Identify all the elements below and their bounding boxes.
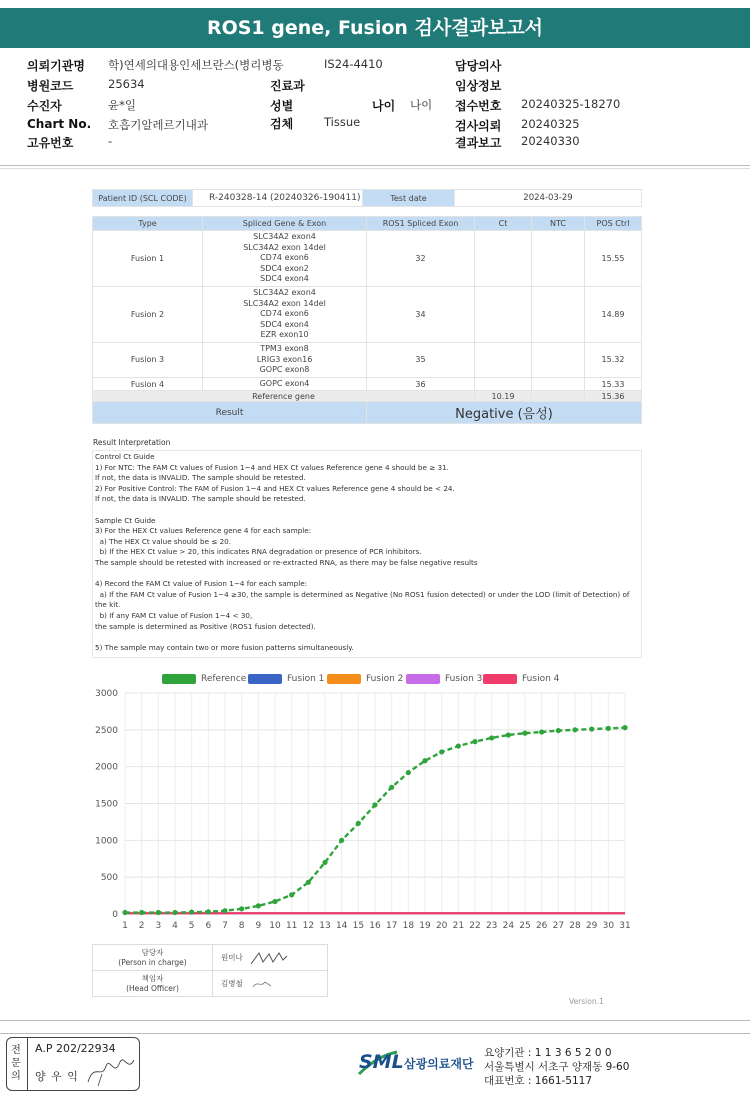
gene-exon: SLC34A2 exon4 (253, 232, 316, 241)
stamp-label: 전문의 (11, 1045, 21, 1082)
doctor-signature (84, 1052, 136, 1088)
x-tick-label: 17 (385, 921, 398, 931)
label-clinical-info: 임상정보 (455, 79, 502, 93)
interpretation-line (95, 632, 639, 643)
ct-cell (475, 286, 532, 342)
data-point-reference (322, 860, 327, 865)
x-tick-label: 4 (172, 921, 178, 931)
gene-exon: EZR exon10 (260, 330, 309, 340)
interpretation-line: the kit. (95, 600, 121, 610)
footer-divider-2 (0, 1033, 750, 1034)
legend-item-reference[interactable] (162, 674, 246, 684)
x-tick-label: 21 (452, 921, 465, 931)
label-chart-no: Chart No. (27, 117, 92, 131)
y-tick-label: 1000 (95, 836, 118, 847)
data-point-reference (406, 770, 411, 775)
gene-exon: SDC4 exon4 (260, 274, 309, 284)
col-type: Type (93, 217, 203, 231)
data-point-reference (572, 727, 577, 732)
table-row (93, 342, 642, 377)
interpretation-line: 4) Record the FAM Ct value of Fusion 1~4 for each sample: (95, 579, 308, 589)
table-row (93, 377, 642, 391)
x-tick-label: 29 (585, 921, 598, 931)
ros1-exon-cell: 34 (367, 286, 475, 342)
value-age: 나이 (410, 98, 433, 112)
legend-item-fusion-2[interactable] (327, 674, 403, 684)
y-tick-label: 500 (100, 873, 118, 884)
x-tick-label: 30 (602, 921, 615, 931)
legend-label: Fusion 3 (445, 674, 483, 684)
legend-label: Reference (201, 674, 247, 684)
x-tick-label: 12 (302, 921, 315, 931)
legend-swatch (162, 674, 196, 684)
x-tick-label: 16 (369, 921, 381, 931)
patient-id-panel (92, 189, 642, 207)
pos-ctrl-cell: 15.32 (585, 342, 642, 377)
x-tick-label: 7 (222, 921, 228, 931)
person-in-charge-name: 원미나 (221, 952, 243, 962)
x-tick-label: 1 (122, 921, 128, 931)
col-pos-ctrl: POS Ctrl (585, 217, 642, 231)
data-point-reference (306, 880, 311, 885)
data-point-reference (422, 758, 427, 763)
table-row (93, 231, 642, 287)
result-table-panel (92, 216, 642, 424)
interpretation-line: a) The HEX Ct value should be ≤ 20. (95, 536, 232, 546)
data-point-reference (439, 749, 444, 754)
phone: 대표번호 : 1661-5117 (484, 1075, 593, 1087)
ros1-exon-cell: 32 (367, 231, 475, 287)
legend-swatch (406, 674, 440, 684)
result-label: Result (93, 402, 367, 424)
label-institution: 의뢰기관명 (27, 59, 85, 73)
data-point-reference (189, 910, 194, 915)
value-hospital-code: 25634 (108, 77, 145, 91)
doctor-name: 양 우 익 (35, 1070, 79, 1083)
ros1-exon-cell: 36 (367, 377, 475, 391)
data-point-reference (289, 892, 294, 897)
gene-exon: CD74 exon6 (260, 253, 309, 263)
ros1-exon-cell: 35 (367, 342, 475, 377)
legend-item-fusion-3[interactable] (406, 674, 482, 684)
person-in-charge-label: 담당자 (Person in charge) (93, 945, 213, 971)
signature-head (251, 978, 275, 990)
label-unique-no: 고유번호 (27, 136, 74, 150)
value-report-date: 20240330 (521, 134, 580, 148)
head-officer-label: 책임자 (Head Officer) (93, 971, 213, 997)
value-chart-no: 호흡기알레르기내과 (108, 118, 208, 132)
reference-label: Reference gene (93, 391, 475, 402)
y-tick-label: 2000 (95, 762, 118, 773)
legend-item-fusion-1[interactable] (248, 674, 324, 684)
ct-cell (475, 377, 532, 391)
data-point-reference (506, 732, 511, 737)
legend-label: Fusion 4 (522, 674, 560, 684)
data-point-reference (622, 725, 627, 730)
type-cell: Fusion 3 (93, 342, 203, 377)
x-tick-label: 2 (138, 921, 145, 931)
y-tick-label: 2500 (95, 725, 118, 736)
gene-exon: SDC4 exon2 (260, 263, 309, 273)
data-point-reference (172, 910, 177, 915)
x-tick-label: 24 (502, 921, 515, 931)
reference-ntc (532, 391, 585, 402)
value-specimen: Tissue (324, 115, 361, 129)
gene-exon: GOPC exon4 (259, 378, 310, 388)
legend-item-fusion-4[interactable] (483, 674, 559, 684)
label-age: 나이 (372, 99, 396, 113)
test-date-value: 2024-03-29 (455, 190, 642, 207)
result-row (93, 402, 642, 424)
x-tick-label: 5 (188, 921, 195, 931)
x-tick-label: 23 (485, 921, 498, 931)
x-tick-label: 18 (402, 921, 415, 931)
data-point-reference (606, 726, 611, 731)
address: 서울특별시 서초구 양재동 9-60 (484, 1061, 630, 1073)
legend-label: Fusion 2 (366, 674, 404, 684)
data-point-reference (256, 903, 261, 908)
reference-pos: 15.36 (585, 391, 642, 402)
x-tick-label: 8 (238, 921, 245, 931)
x-tick-label: 27 (552, 921, 565, 931)
interpretation-line: 3) For the HEX Ct values Reference gene 4 for each sample: (95, 526, 312, 536)
data-point-reference (206, 909, 211, 914)
genes-cell (203, 231, 367, 287)
data-point-reference (522, 731, 527, 736)
legend-swatch (248, 674, 282, 684)
y-tick-label: 1500 (95, 799, 118, 810)
stamp-divider (27, 1037, 28, 1091)
data-point-reference (356, 821, 361, 826)
interpretation-line: If not, the data is INVALID. The sample should be retested. (95, 494, 306, 504)
result-value: Negative (음성) (367, 402, 642, 424)
amplification-chart (88, 684, 640, 936)
ct-cell (475, 342, 532, 377)
label-department: 진료과 (270, 79, 305, 93)
x-tick-label: 9 (255, 921, 262, 931)
header-divider (0, 165, 750, 166)
x-tick-label: 26 (535, 921, 548, 931)
result-table (92, 216, 642, 424)
x-tick-label: 3 (155, 921, 162, 931)
signature-table (92, 944, 328, 997)
genes-cell (203, 342, 367, 377)
legend-swatch (327, 674, 361, 684)
x-tick-label: 19 (419, 921, 431, 931)
genes-cell (203, 286, 367, 342)
gene-exon: SLC34A2 exon4 (253, 287, 316, 297)
data-point-reference (122, 910, 127, 915)
table-header-row (93, 217, 642, 231)
data-point-reference (539, 729, 544, 734)
col-ntc: NTC (532, 217, 585, 231)
interpretation-line (95, 505, 639, 516)
data-point-reference (489, 735, 494, 740)
x-tick-label: 11 (285, 921, 298, 931)
type-cell: Fusion 4 (93, 377, 203, 391)
value-patient: 윤*일 (108, 98, 136, 112)
x-tick-label: 6 (205, 921, 212, 931)
logo-text: SML (359, 1051, 404, 1073)
interpretation-line: 1) For NTC: The FAM Ct values of Fusion 1~4 and HEX Ct values Reference gene 4 should be ≥ 31. (95, 462, 449, 472)
interpretation-line: b) If any FAM Ct value of Fusion 1~4 < 30, (95, 610, 253, 620)
label-sex: 성별 (270, 99, 294, 113)
interpretation-line (95, 569, 639, 580)
y-tick-label: 3000 (95, 689, 118, 699)
genes-cell (203, 377, 367, 391)
ntc-cell (532, 342, 585, 377)
ntc-cell (532, 286, 585, 342)
pos-ctrl-cell: 15.33 (585, 377, 642, 391)
pos-ctrl-cell: 15.55 (585, 231, 642, 287)
header-divider-2 (0, 168, 750, 169)
x-tick-label: 28 (569, 921, 581, 931)
x-tick-label: 25 (519, 921, 531, 931)
gene-exon: CD74 exon6 (260, 309, 309, 319)
gene-exon: SLC34A2 exon 14del (243, 298, 326, 308)
head-officer-name: 김병철 (221, 978, 243, 988)
footer-divider (0, 1020, 750, 1021)
interpretation-line: Control Ct Guide (95, 452, 155, 461)
table-row (93, 286, 642, 342)
data-point-reference (389, 785, 394, 790)
ap-number: A.P 202/22934 (35, 1042, 116, 1055)
label-specimen: 검체 (270, 117, 294, 131)
col-ros1-exon: ROS1 Spliced Exon (367, 217, 475, 231)
data-point-reference (339, 838, 344, 843)
value-request-date: 20240325 (521, 117, 580, 131)
signature-person (249, 950, 289, 966)
label-doctor: 담당의사 (455, 59, 502, 73)
interpretation-line: b) If the HEX Ct value > 20, this indicates RNA degradation or presence of PCR inhibitors. (95, 547, 422, 557)
interpretation-box (92, 450, 642, 658)
data-point-reference (156, 910, 161, 915)
x-tick-label: 31 (619, 921, 631, 931)
reference-row (93, 391, 642, 402)
gene-exon: SLC34A2 exon 14del (243, 242, 326, 252)
patient-id-label: Patient ID (SCL CODE) (93, 190, 193, 207)
label-hospital-code: 병원코드 (27, 79, 74, 93)
data-point-reference (272, 899, 277, 904)
interpretation-line: If not, the data is INVALID. The sample should be retested. (95, 473, 306, 483)
org-name: 삼광의료재단 (404, 1057, 474, 1071)
gene-exon: LRIG3 exon16 (256, 354, 313, 364)
legend-label: Fusion 1 (287, 674, 325, 684)
data-point-reference (456, 743, 461, 748)
x-tick-label: 22 (469, 921, 481, 931)
x-tick-label: 14 (335, 921, 348, 931)
version-label: Version.1 (569, 997, 604, 1006)
legend-swatch (483, 674, 517, 684)
sml-logo (357, 1048, 404, 1078)
col-spliced-gene: Spliced Gene & Exon (203, 217, 367, 231)
value-institution: 학)연세의대용인세브란스(병리병동 (108, 58, 284, 72)
ntc-cell (532, 231, 585, 287)
label-receipt-no: 접수번호 (455, 99, 502, 113)
ntc-cell (532, 377, 585, 391)
data-point-reference (472, 739, 477, 744)
interpretation-line: The sample should be retested with increased or re-extracted RNA, as there may be false negative results (95, 557, 478, 567)
value-ward-code: IS24-4410 (324, 57, 383, 71)
x-tick-label: 20 (435, 921, 448, 931)
x-tick-label: 10 (269, 921, 281, 931)
data-point-reference (222, 908, 227, 913)
gene-exon: GOPC exon8 (259, 365, 310, 375)
interpretation-line: 2) For Positive Control: The FAM of Fusion 1~4 and HEX Ct values Reference gene 4 should be < 24. (95, 483, 455, 493)
interpretation-line: 5) The sample may contain two or more fusion patterns simultaneously. (95, 642, 354, 652)
interpretation-title: Result Interpretation (93, 438, 171, 447)
interpretation-line: a) If the FAM Ct value of Fusion 1~4 ≥30, the sample is determined as Negative (No ROS1 fusion detected) or under the LOD (limit of Detection) of (95, 589, 630, 599)
data-point-reference (589, 726, 594, 731)
report-title: ROS1 gene, Fusion 검사결과보고서 (0, 8, 750, 48)
x-tick-label: 15 (352, 921, 365, 931)
type-cell: Fusion 2 (93, 286, 203, 342)
ct-cell (475, 231, 532, 287)
gene-exon: SDC4 exon4 (260, 319, 309, 329)
data-point-reference (556, 728, 561, 733)
label-patient: 수진자 (27, 99, 62, 113)
x-tick-label: 13 (319, 921, 331, 931)
gene-exon: TPM3 exon8 (260, 343, 309, 353)
interpretation-line: Sample Ct Guide (95, 515, 156, 525)
value-unique-no: - (108, 134, 113, 148)
label-report-date: 결과보고 (455, 136, 502, 150)
interpretation-line: the sample is determined as Positive (ROS1 fusion detected). (95, 621, 316, 631)
value-receipt-no: 20240325-18270 (521, 97, 621, 111)
type-cell: Fusion 1 (93, 231, 203, 287)
test-date-label: Test date (363, 190, 455, 207)
data-point-reference (372, 802, 377, 807)
pos-ctrl-cell: 14.89 (585, 286, 642, 342)
label-request-date: 검사의뢰 (455, 119, 502, 133)
agency-number: 요양기관 : 1 1 3 6 5 2 0 0 (484, 1047, 612, 1059)
y-tick-label: 0 (112, 910, 118, 920)
reference-ct: 10.19 (475, 391, 532, 402)
patient-id-value: R-240328-14 (20240326-190411) (193, 190, 363, 207)
data-point-reference (139, 910, 144, 915)
col-ct: Ct (475, 217, 532, 231)
data-point-reference (239, 906, 244, 911)
